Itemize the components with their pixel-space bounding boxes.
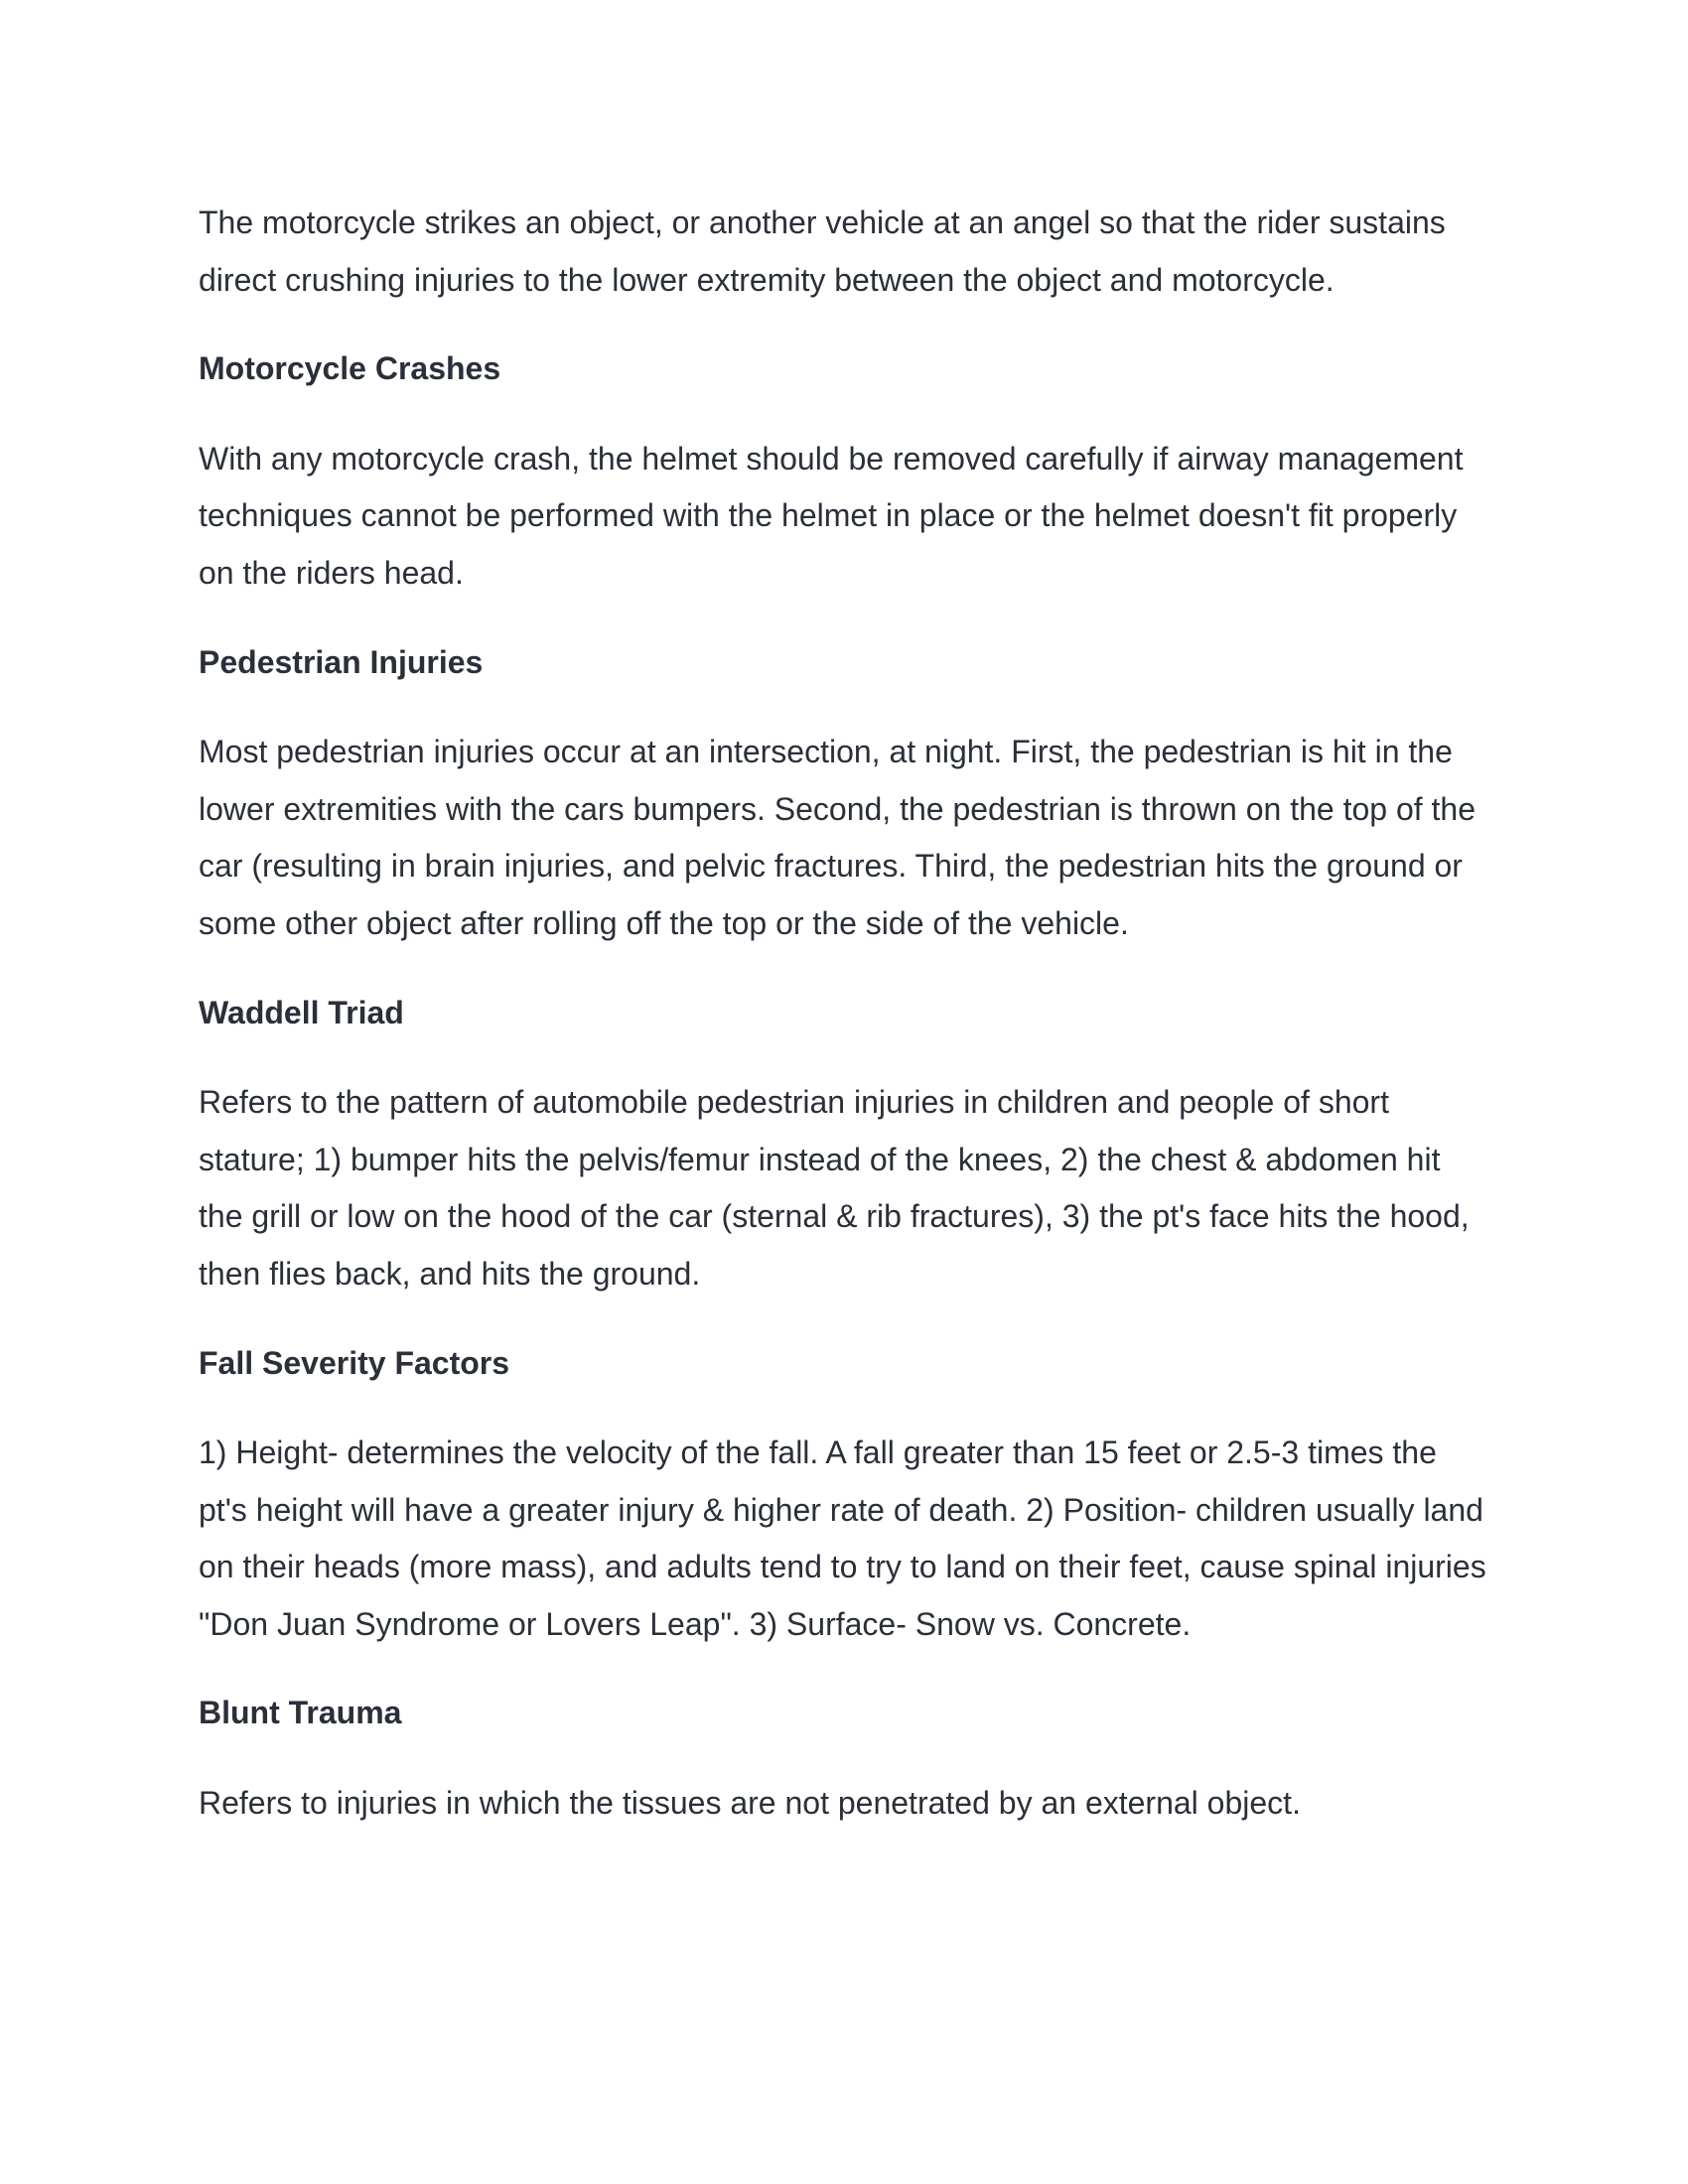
intro-paragraph: The motorcycle strikes an object, or another vehicle at an angel so that the rider sustains direct crushing injuries to the lower extremity between the object and motorcycle. xyxy=(199,205,1446,298)
section-heading-motorcycle-crashes: Motorcycle Crashes xyxy=(199,350,501,387)
section-body-waddell-triad: Refers to the pattern of automobile pedestrian injuries in children and people of short stature; 1) bumper hits the pelvis/femur instead of the knees, 2) the chest & abdomen hit the grill or low on the hood of the car (sternal & rib fractures), 3) the pt's face hits the hood, then flies back, and hits the ground. xyxy=(199,1084,1470,1292)
section-body-blunt-trauma: Refers to injuries in which the tissues are not penetrated by an external object. xyxy=(199,1785,1301,1822)
section-body-motorcycle-crashes: With any motorcycle crash, the helmet should be removed carefully if airway management techniques cannot be performed with the helmet in place or the helmet doesn't fit properly on the riders head. xyxy=(199,440,1464,591)
section-heading-blunt-trauma: Blunt Trauma xyxy=(199,1695,402,1731)
section-heading-pedestrian-injuries: Pedestrian Injuries xyxy=(199,643,484,680)
section-body-pedestrian-injuries: Most pedestrian injuries occur at an intersection, at night. First, the pedestrian is hit in the lower extremities with the cars bumpers. Second, the pedestrian is thrown on the top of the car (resulting in brain injuries, and pelvic fractures. Third, the pedestrian hits the ground or some other object after rolling off the top or the side of the vehicle. xyxy=(199,734,1476,941)
section-heading-waddell-triad: Waddell Triad xyxy=(199,994,404,1030)
document-page xyxy=(199,195,1489,1833)
section-body-fall-severity-factors: 1) Height- determines the velocity of the fall. A fall greater than 15 feet or 2.5-3 times the pt's height will have a greater injury & higher rate of death. 2) Position- children usually land on their heads (more mass), and adults tend to try to land on their feet, cause spinal injuries "Don Juan Syndrome or Lovers Leap". 3) Surface- Snow vs. Concrete. xyxy=(199,1434,1486,1642)
section-heading-fall-severity-factors: Fall Severity Factors xyxy=(199,1344,510,1381)
